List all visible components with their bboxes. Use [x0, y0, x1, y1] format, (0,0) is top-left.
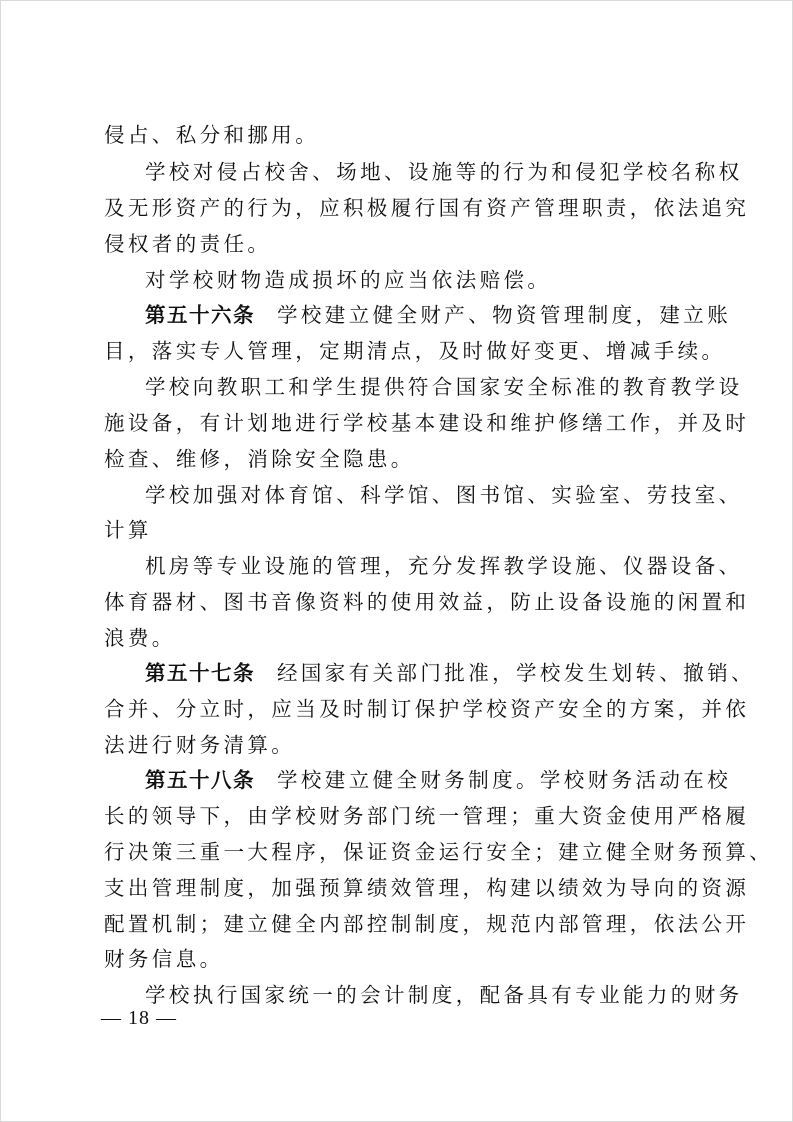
page-number: — 18 — [101, 1007, 177, 1029]
text-line: 检查、维修，消除安全隐患。 [104, 447, 415, 471]
article-text: 学校建立健全财务制度。学校财务活动在校 [277, 768, 732, 792]
text-line: 法进行财务清算。 [104, 733, 296, 757]
text-line: 及无形资产的行为，应积极履行国有资产管理职责，依法追究 [104, 196, 750, 220]
article-heading: 第五十八条 [145, 768, 255, 792]
text-line: 学校向教职工和学生提供符合国家安全标准的教育教学设 [145, 375, 743, 399]
text-line: 施设备，有计划地进行学校基本建设和维护修缮工作，并及时 [104, 411, 750, 435]
text-line: 行决策三重一大程序，保证资金运行安全；建立健全财务预算、 [104, 840, 774, 864]
text-line: 学校对侵占校舍、场地、设施等的行为和侵犯学校名称权 [145, 160, 743, 184]
article-line [145, 657, 755, 689]
text-line: 学校执行国家统一的会计制度，配备具有专业能力的财务 [145, 983, 743, 1007]
article-line [145, 299, 731, 331]
text-line: 计算 [104, 518, 152, 542]
text-line: 财务信息。 [104, 947, 224, 971]
article-text: 经国家有关部门批准，学校发生划转、撤销、 [277, 661, 755, 685]
text-line: 侵占、私分和挪用。 [104, 123, 320, 147]
text-line: 目，落实专人管理，定期清点，及时做好变更、增减手续。 [104, 339, 726, 363]
text-line: 体育器材、图书音像资料的使用效益，防止设备设施的闲置和 [104, 590, 750, 614]
text-line: 浪费。 [104, 626, 176, 650]
text-line: 学校加强对体育馆、科学馆、图书馆、实验室、劳技室、 [145, 483, 743, 507]
text-line: 合并、分立时，应当及时制订保护学校资产安全的方案，并依 [104, 697, 750, 721]
article-line [145, 764, 731, 796]
text-line: 配置机制；建立健全内部控制制度，规范内部管理，依法公开 [104, 912, 750, 936]
article-heading: 第五十六条 [145, 303, 255, 327]
text-line: 对学校财物造成损坏的应当依法赔偿。 [145, 268, 552, 292]
text-line: 长的领导下，由学校财务部门统一管理；重大资金使用严格履 [104, 804, 750, 828]
text-line: 支出管理制度，加强预算绩效管理，构建以绩效为导向的资源 [104, 876, 750, 900]
article-heading: 第五十七条 [145, 661, 255, 685]
text-line: 侵权者的责任。 [104, 232, 272, 256]
article-text: 学校建立健全财产、物资管理制度，建立账 [277, 303, 732, 327]
text-line: 机房等专业设施的管理，充分发挥教学设施、仪器设备、 [145, 554, 743, 578]
